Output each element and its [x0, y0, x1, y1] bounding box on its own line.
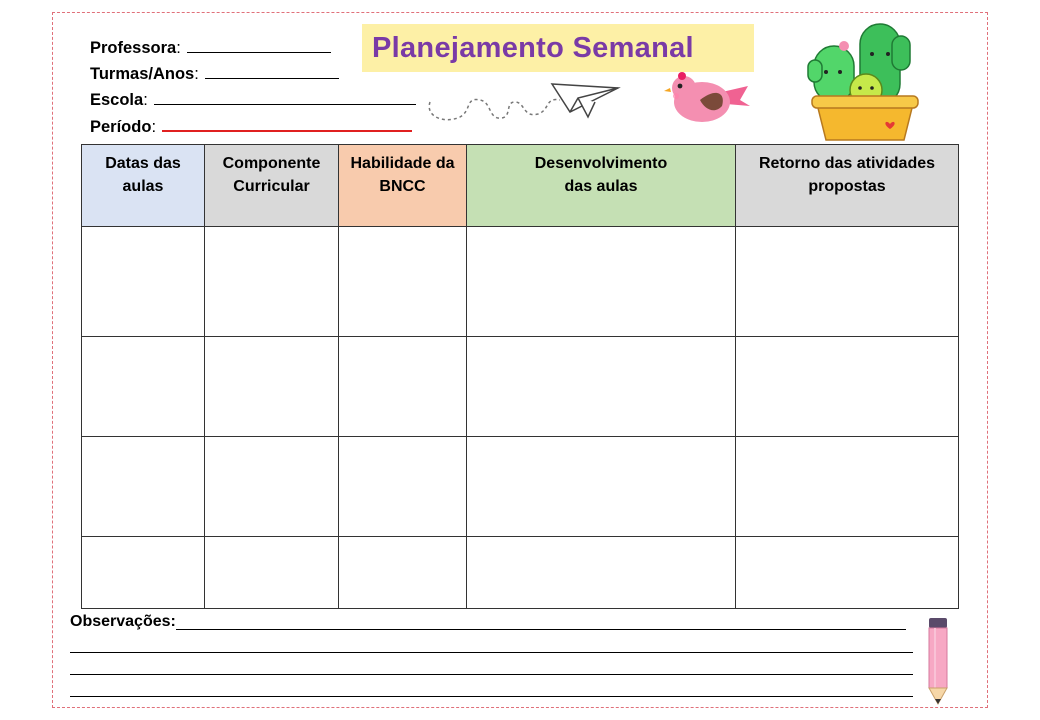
table-cell[interactable]: [82, 227, 205, 337]
paper-plane-icon: [420, 62, 630, 132]
table-cell[interactable]: [82, 337, 205, 437]
header-datas: Datas das aulas: [82, 145, 205, 227]
table-row: [82, 537, 959, 609]
table-header-row: [82, 145, 959, 227]
header-retorno: Retorno das atividades propostas: [736, 145, 959, 227]
table-cell[interactable]: [205, 337, 339, 437]
table-cell[interactable]: [736, 227, 959, 337]
observacoes-line[interactable]: [70, 652, 913, 653]
table-cell[interactable]: [467, 537, 736, 609]
table-cell[interactable]: [339, 537, 467, 609]
planning-table: [81, 144, 959, 609]
observacoes-line[interactable]: [70, 696, 913, 697]
table-cell[interactable]: [82, 537, 205, 609]
observacoes-label: Observações:: [70, 613, 176, 630]
periodo-label: Período: [90, 118, 152, 136]
page-title: Planejamento Semanal: [362, 24, 754, 72]
professora-label: Professora: [90, 39, 177, 57]
turmas-label: Turmas/Anos: [90, 65, 195, 83]
pencil-icon: [926, 616, 950, 708]
table-row: [82, 227, 959, 337]
professora-input-line[interactable]: [187, 36, 331, 53]
professora-field: Professora:: [90, 36, 331, 58]
table-row: [82, 437, 959, 537]
escola-input-line[interactable]: [154, 88, 416, 105]
turmas-input-line[interactable]: [205, 62, 339, 79]
table-cell[interactable]: [736, 437, 959, 537]
bird-icon: [660, 70, 752, 126]
table-cell[interactable]: [82, 437, 205, 537]
table-cell[interactable]: [205, 437, 339, 537]
observacoes-line[interactable]: [176, 629, 906, 630]
table-cell[interactable]: [736, 337, 959, 437]
table-cell[interactable]: [467, 437, 736, 537]
table-cell[interactable]: [339, 437, 467, 537]
header-desenvolvimento: Desenvolvimento das aulas: [467, 145, 736, 227]
turmas-field: Turmas/Anos:: [90, 62, 339, 84]
escola-field: Escola:: [90, 88, 416, 110]
table-cell[interactable]: [205, 537, 339, 609]
table-cell[interactable]: [736, 537, 959, 609]
table-cell[interactable]: [205, 227, 339, 337]
table-cell[interactable]: [339, 227, 467, 337]
cactus-icon: [800, 16, 930, 144]
periodo-input-line[interactable]: [162, 114, 412, 132]
table-cell[interactable]: [339, 337, 467, 437]
table-cell[interactable]: [467, 227, 736, 337]
periodo-field: Período:: [90, 114, 412, 136]
table-cell[interactable]: [467, 337, 736, 437]
header-componente: Componente Curricular: [205, 145, 339, 227]
header-habilidade: Habilidade da BNCC: [339, 145, 467, 227]
escola-label: Escola: [90, 91, 144, 109]
observacoes-line[interactable]: [70, 674, 913, 675]
table-row: [82, 337, 959, 437]
